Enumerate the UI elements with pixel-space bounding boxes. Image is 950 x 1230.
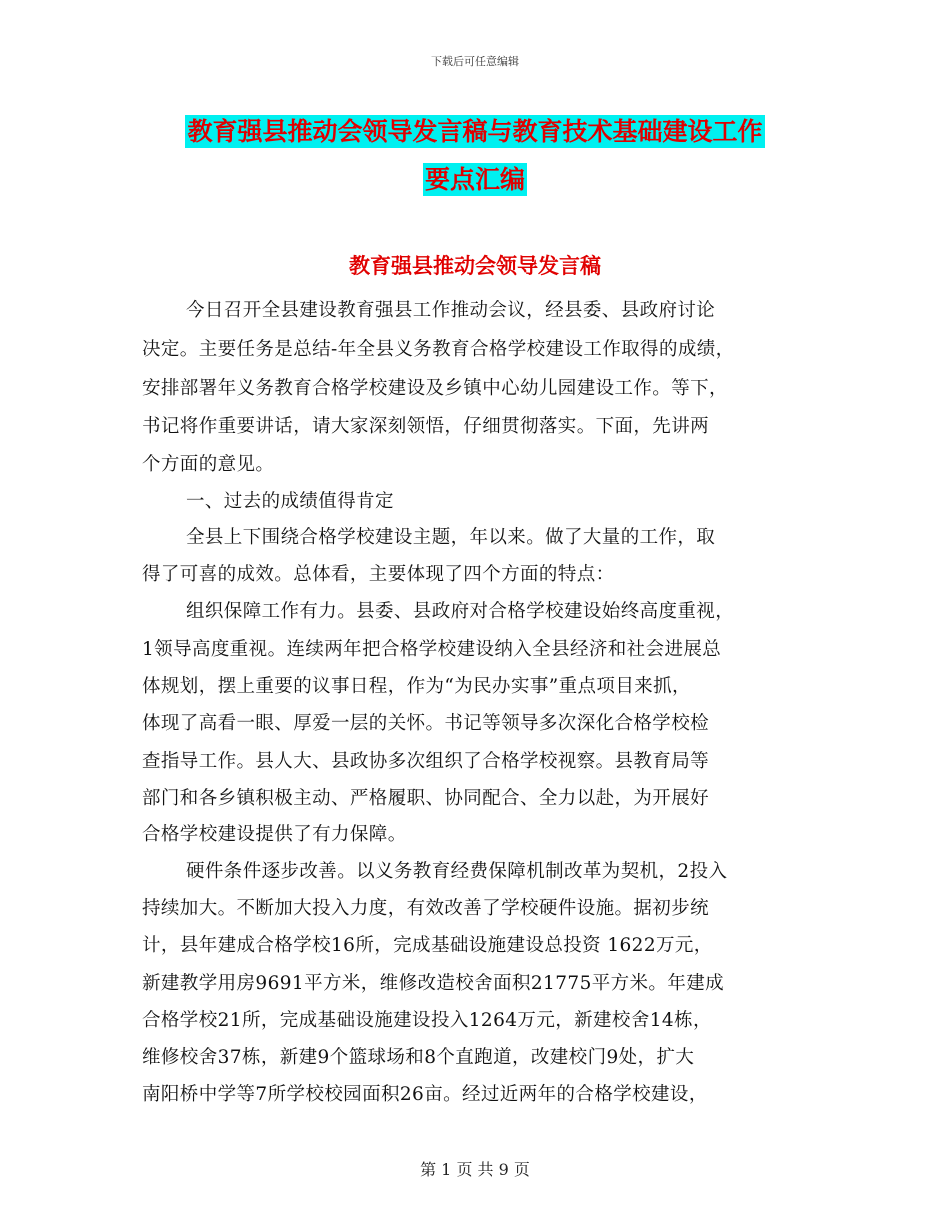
body-line: 体规划，摆上重要的议事日程，作为“为民办实事”重点项目来抓， [142,676,691,697]
body-line: 硬件条件逐步改善。以义务教育经费保障机制改革为契机，2投入 [186,861,728,882]
body-line: 1领导高度重视。连续两年把合格学校建设纳入全县经济和社会进展总 [142,639,722,660]
body-line: 书记将作重要讲话，请大家深刻领悟，仔细贯彻落实。下面，先讲两 [142,416,710,437]
body-line: 全县上下围绕合格学校建设主题，年以来。做了大量的工作，取 [186,527,716,548]
body-line: 查指导工作。县人大、县政协多次组织了合格学校视察。县教育局等 [142,751,710,772]
body-line: 合格学校建设提供了有力保障。 [142,824,407,845]
title-highlight-2: 要点汇编 [424,165,525,194]
body-line: 今日召开全县建设教育强县工作推动会议，经县委、县政府讨论 [186,300,716,321]
body-line: 南阳桥中学等7所学校校园面积26亩。经过近两年的合格学校建设， [142,1084,708,1105]
document-title-line-2 [0,160,950,196]
body-line: 安排部署年义务教育合格学校建设及乡镇中心幼儿园建设工作。等下， [142,378,728,399]
title-highlight-1: 教育强县推动会领导发言稿与教育技术基础建设工作 [187,117,763,146]
body-line: 维修校舍37栋，新建9个篮球场和8个直跑道，改建校门9处，扩大 [142,1047,695,1068]
body-line: 持续加大。不断加大投入力度，有效改善了学校硬件设施。据初步统 [142,898,710,919]
body-line: 个方面的意见。 [142,454,275,475]
section-heading: 一、过去的成绩值得肯定 [186,491,394,512]
body-line: 新建教学用房9691平方米，维修改造校舍面积21775平方米。年建成 [142,973,725,994]
body-line: 决定。主要任务是总结-年全县义务教育合格学校建设工作取得的成绩， [142,339,735,360]
body-line: 计，县年建成合格学校16所，完成基础设施建设总投资 1622万元， [142,935,713,956]
body-line: 合格学校21所，完成基础设施建设投入1264万元，新建校舍14栋， [142,1010,712,1031]
body-line: 部门和各乡镇积极主动、严格履职、协同配合、全力以赴，为开展好 [142,788,710,809]
page-footer: 第 1 页 共 9 页 [420,1160,530,1179]
document-title-line-1 [0,112,950,148]
body-line: 得了可喜的成效。总体看，主要体现了四个方面的特点： [142,564,615,585]
body-line: 体现了高看一眼、厚爱一层的关怀。书记等领导多次深化合格学校检 [142,713,710,734]
section-title: 教育强县推动会领导发言稿 [349,254,601,278]
page-header: 下载后可任意编辑 [431,55,519,68]
body-line: 组织保障工作有力。县委、县政府对合格学校建设始终高度重视， [186,601,735,622]
